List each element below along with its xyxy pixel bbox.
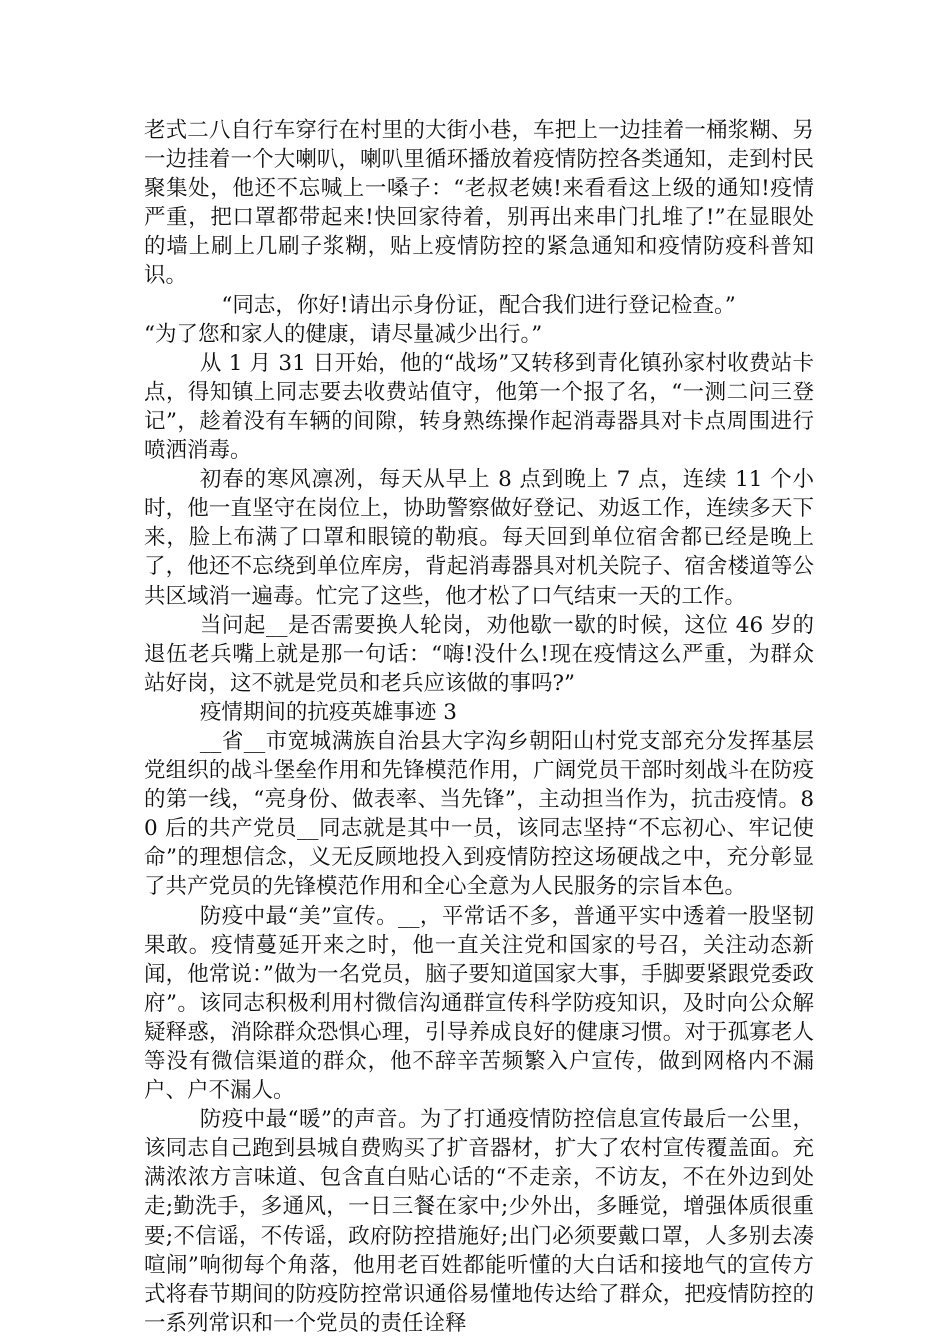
paragraph-beautiful-publicity: 防疫中最“美”宣传。__，平常话不多，普通平实中透着一股坚韧果敢。疫情蔓延开来之时，他一直关注党和国家的号召，关注动态新闻，他常说：”做为一名党员，脑子要知道国家大事，手脚要紧跟党委政府”。该同志积极利用村微信沟通群宣传科学防疫知识，及时向公众解疑释惑，消除群众恐惧心理，引导养成良好的健康习惯。对于孤寡老人等没有微信渠道的群众，他不辞辛苦频繁入户宣传，做到网格内不漏户、户不漏人。: [144, 903, 814, 1104]
section-heading: 疫情期间的抗疫英雄事迹 3: [199, 699, 457, 725]
paragraph-cold-wind: 初春的寒风凛冽，每天从早上 8 点到晚上 7 点，连续 11 个小时，他一直坚守在岗位上，协助警察做好登记、劝返工作，连续多天下来，脸上布满了口罩和眼镜的勒痕。每天回到单位宿舍都已经是晚上了，他还不忘绕到单位库房，背起消毒器具对机关院子、宿舍楼道等公共区域消一遍毒。忙完了这些，他才松了口气结束一天的工作。: [144, 467, 814, 609]
paragraph-veteran-quote: 当问起__是否需要换人轮岗，劝他歇一歇的时候，这位 46 岁的退伍老兵嘴上就是那一句话：“嗨!没什么!现在疫情这么严重，为群众站好岗，这不就是党员和老兵应该做的事吗?”: [144, 612, 814, 696]
paragraph-toll-station: 从 1 月 31 日开始，他的“战场”又转移到青化镇孙家村收费站卡点，得知镇上同志要去收费站值守，他第一个报了名，“一测二问三登记”，趁着没有车辆的间隙，转身熟练操作起消毒器具对卡点周围进行喷洒消毒。: [144, 350, 814, 464]
paragraph-party-branch: __省__市宽城满族自治县大字沟乡朝阳山村党支部充分发挥基层党组织的战斗堡垒作用和先锋模范作用，广阔党员干部时刻战斗在防疫的第一线，“亮身份、做表率、当先锋”，主动担当作为，抗击疫情。80 后的共产党员__同志就是其中一员，该同志坚持“不忘初心、牢记使命”的理想信念，义无反顾地投入到疫情防控这场硬战之中，充分彰显了共产党员的先锋模范作用和全心全意为人民服务的宗旨本色。: [144, 728, 814, 900]
paragraph-warm-voice: 防疫中最“暖”的声音。为了打通疫情防控信息宣传最后一公里，该同志自己跑到县城自费购买了扩音器材，扩大了农村宣传覆盖面。充满浓浓方言味道、包含直白贴心话的“不走亲，不访友，不在外边到处走;勤洗手，多通风，一日三餐在家中;少外出，多睡觉，增强体质很重要;不信谣，不传谣，政府防控措施好;出门必须要戴口罩，人多别去凑喧闹”响彻每个角落，他用老百姓都能听懂的大白话和接地气的宣传方式将春节期间的防疫防控常识通俗易懂地传达给了群众，把疫情防控的一系列常识和一个党员的责任诠释: [144, 1107, 814, 1336]
document-body: [144, 116, 814, 1338]
paragraph-health-reminder: “为了您和家人的健康，请尽量减少出行。”: [144, 321, 543, 347]
paragraph-bicycle-broadcast: 老式二八自行车穿行在村里的大街小巷，车把上一边挂着一桶浆糊、另一边挂着一个大喇叭，喇叭里循环播放着疫情防控各类通知，走到村民聚集处，他还不忘喊上一嗓子：“老叔老姨!来看看这上级的通知!疫情严重，把口罩都带起来!快回家待着，别再出来串门扎堆了!”在显眼处的墙上刷上几刷子浆糊，贴上疫情防控的紧急通知和疫情防疫科普知识。: [144, 118, 814, 289]
paragraph-checkpoint-greeting: “同志，你好!请出示身份证，配合我们进行登记检查。”: [221, 292, 736, 318]
